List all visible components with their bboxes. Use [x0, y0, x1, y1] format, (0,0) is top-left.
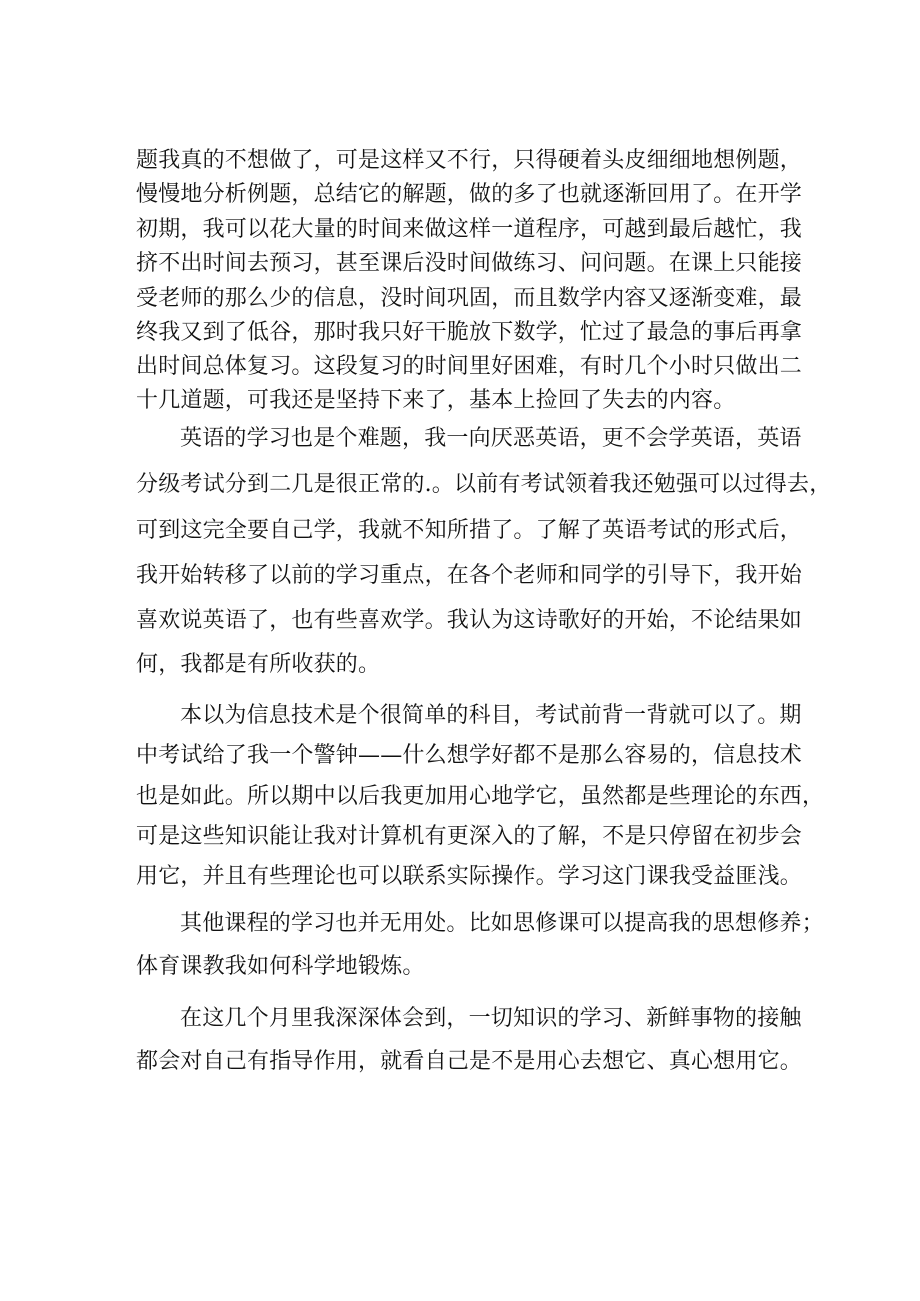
paragraph-1-line-6: 终我又到了低谷，那时我只好干脆放下数学，忙过了最急的事后再拿: [136, 320, 803, 345]
paragraph-2-line-3: 可到这完全要自己学，我就不知所措了。了解了英语考试的形式后，: [136, 518, 803, 543]
paragraph-1-line-1: 题我真的不想做了，可是这样又不行，只得硬着头皮细细地想例题，: [136, 148, 803, 173]
paragraph-1-line-3: 初期，我可以花大量的时间来做这样一道程序，可越到最后越忙，我: [136, 217, 803, 242]
paragraph-1-line-2: 慢慢地分析例题，总结它的解题，做的多了也就逐渐回用了。在开学: [136, 182, 803, 207]
paragraph-1-line-7: 出时间总体复习。这段复习的时间里好困难，有时几个小时只做出二: [136, 354, 803, 379]
paragraph-5-line-2: 都会对自己有指导作用，就看自己是不是用心去想它、真心想用它。: [136, 1049, 803, 1074]
paragraph-1-line-5: 受老师的那么少的信息，没时间巩固，而且数学内容又逐渐变难，最: [136, 286, 803, 311]
paragraph-1-line-4: 挤不出时间去预习，甚至课后没时间做练习、问问题。在课上只能接: [136, 251, 803, 276]
paragraph-3-line-4: 可是这些知识能让我对计算机有更深入的了解，不是只停留在初步会: [136, 824, 803, 849]
paragraph-2-line-4: 我开始转移了以前的学习重点，在各个老师和同学的引导下，我开始: [136, 563, 803, 588]
paragraph-3-line-3: 也是如此。所以期中以后我更加用心地学它，虽然都是些理论的东西，: [136, 784, 825, 809]
paragraph-3-line-2: 中考试给了我一个警钟——什么想学好都不是那么容易的，信息技术: [136, 743, 803, 768]
paragraph-3-line-5: 用它，并且有些理论也可以联系实际操作。学习这门课我受益匪浅。: [136, 864, 803, 889]
paragraph-2-line-2: 分级考试分到二几是很正常的.。以前有考试领着我还勉强可以过得去，: [136, 472, 832, 497]
paragraph-2-line-1: 英语的学习也是个难题，我一向厌恶英语，更不会学英语，英语: [180, 426, 802, 451]
paragraph-4-line-2: 体育课教我如何科学地锻炼。: [136, 954, 425, 979]
paragraph-1-line-8: 十几道题，可我还是坚持下来了，基本上捡回了失去的内容。: [136, 388, 736, 413]
paragraph-2-line-6: 何，我都是有所收获的。: [136, 652, 381, 677]
paragraph-2-line-5: 喜欢说英语了，也有些喜欢学。我认为这诗歌好的开始，不论结果如: [136, 608, 803, 633]
paragraph-3-line-1: 本以为信息技术是个很简单的科目，考试前背一背就可以了。期: [180, 703, 802, 728]
paragraph-4-line-1: 其他课程的学习也并无用处。比如思修课可以提高我的思想修养；: [180, 911, 824, 936]
paragraph-5-line-1: 在这几个月里我深深体会到，一切知识的学习、新鲜事物的接触: [180, 1006, 802, 1031]
